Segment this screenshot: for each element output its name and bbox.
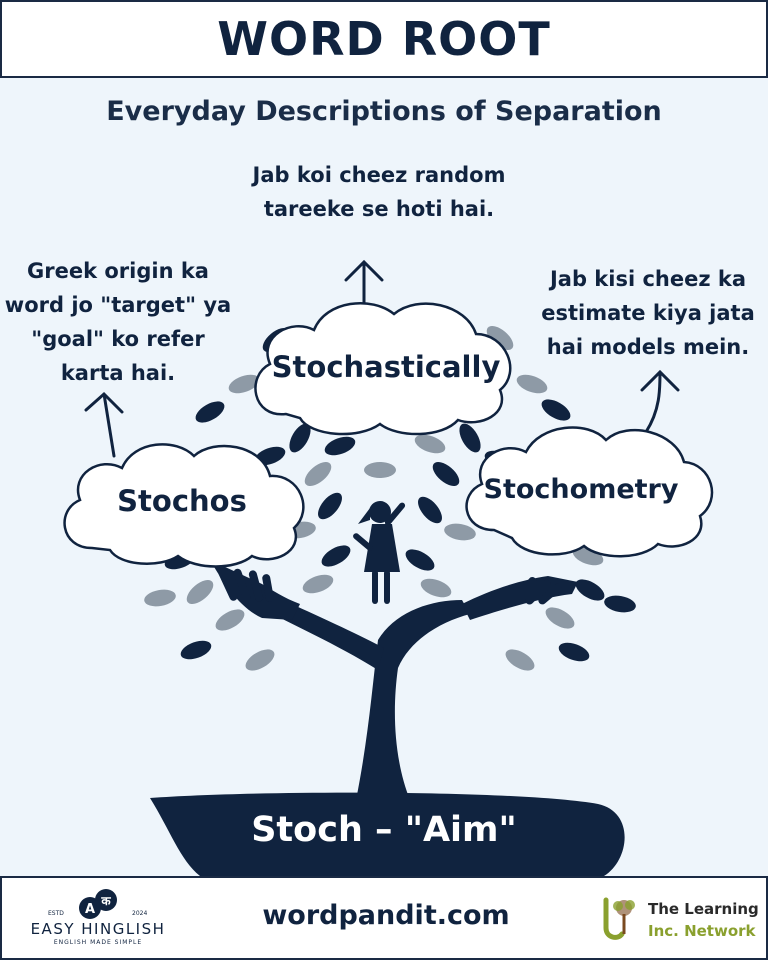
tree-logo-icon <box>600 894 644 944</box>
leaf-icon <box>556 639 592 665</box>
cloud-label-left: Stochos <box>117 484 247 518</box>
leaf-icon <box>364 462 396 478</box>
logo-line1: The Learning <box>648 900 759 918</box>
child-figure-icon <box>352 501 406 604</box>
leaf-icon <box>143 587 177 608</box>
leaf-icon <box>178 637 214 663</box>
leaf-icon <box>192 397 228 427</box>
learning-network-logo <box>600 890 760 950</box>
logo-estd: ESTD <box>48 910 64 917</box>
leaf-icon <box>514 371 550 397</box>
website-link[interactable]: wordpandit.com <box>262 900 510 931</box>
description-right: Jab kisi cheez ka estimate kiya jata hai models mein. <box>541 267 755 359</box>
leaf-icon <box>455 420 485 456</box>
arrow-up-icon-top <box>346 262 382 304</box>
root-label: Stoch – "Aim" <box>251 810 517 850</box>
logo-tagline: ENGLISH MADE SIMPLE <box>53 939 143 946</box>
description-left: Greek origin ka word jo "target" ya "goal" ko refer karta hai. <box>4 259 232 385</box>
tree-trunk <box>356 600 470 800</box>
leaf-icon <box>603 593 637 614</box>
leaf-icon <box>301 458 336 491</box>
leaf-icon <box>418 575 454 601</box>
cloud-label-right: Stochometry <box>483 474 679 505</box>
leaf-icon <box>402 545 438 575</box>
arrow-up-icon-right <box>642 372 678 432</box>
leaf-icon <box>502 645 538 675</box>
leaf-icon <box>183 576 218 609</box>
leaf-icon <box>242 645 278 675</box>
leaf-icon <box>572 575 608 605</box>
leaf-icon <box>322 433 358 459</box>
logo-glyph-a: A <box>84 902 96 917</box>
leaf-icon <box>314 489 347 524</box>
leaf-icon <box>300 571 336 597</box>
logo-year: 2024 <box>132 910 148 917</box>
page-title: WORD ROOT <box>217 12 551 66</box>
leaf-icon <box>542 603 578 633</box>
leaf-icon <box>212 605 248 635</box>
logo-line2: Inc. Network <box>648 922 756 940</box>
leaf-icon <box>318 541 354 571</box>
cloud-label-center: Stochastically <box>271 350 501 384</box>
footer <box>0 876 768 960</box>
description-top: Jab koi cheez random tareeke se hoti hai. <box>252 163 506 221</box>
arrow-up-icon-left <box>86 394 122 456</box>
leaf-icon <box>414 493 447 528</box>
left-hand-icon <box>210 560 300 620</box>
logo-glyph-k: क <box>101 894 111 908</box>
leaf-icon <box>429 458 464 491</box>
leaf-icon <box>538 395 574 425</box>
leaf-icon <box>443 521 477 542</box>
logo-name: EASY HINGLISH <box>30 920 166 938</box>
subtitle: Everyday Descriptions of Separation <box>106 96 662 127</box>
